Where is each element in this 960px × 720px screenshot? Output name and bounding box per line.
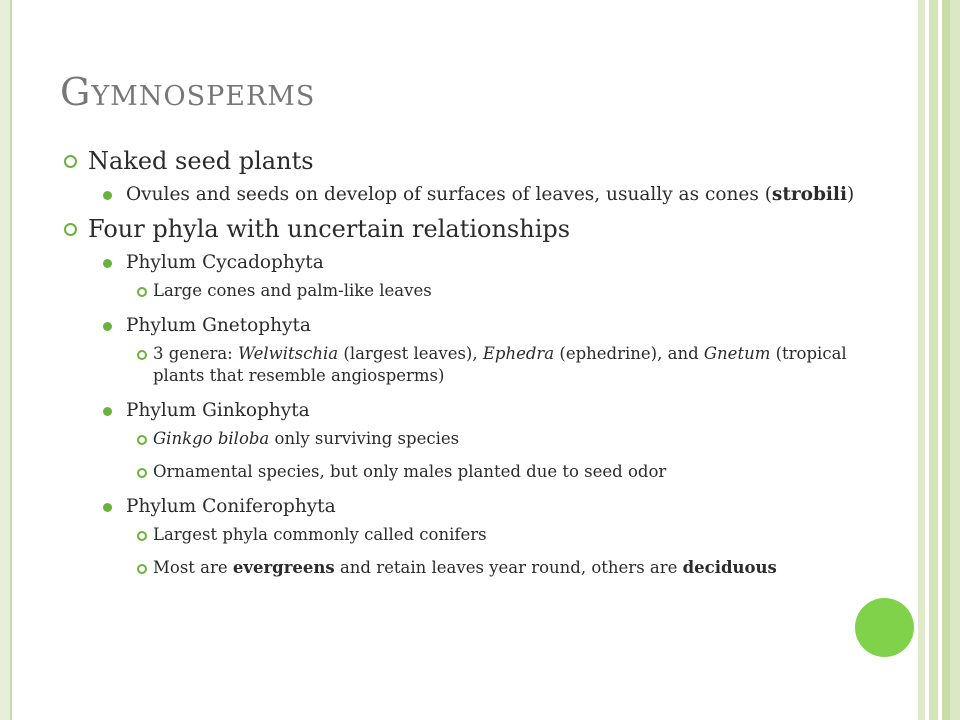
bullet-level2 xyxy=(60,494,900,520)
text-run: (largest leaves), xyxy=(338,344,483,363)
bullet-level3 xyxy=(60,524,900,546)
text-run: deciduous xyxy=(682,558,777,577)
bullet-level2 xyxy=(60,250,900,276)
text-run: Ephedra xyxy=(482,344,555,363)
text-run: Welwitschia xyxy=(238,344,339,363)
text-run: Ornamental species, but only males planted due to seed odor xyxy=(153,462,667,481)
text-run: Largest phyla commonly called conifers xyxy=(153,525,487,544)
text-run: (tropical plants that resemble angiosperms) xyxy=(153,344,847,385)
text-run: 3 genera: xyxy=(153,344,238,363)
ring-bullet-icon xyxy=(137,531,147,541)
slide-title: Gymnosperms xyxy=(60,70,316,114)
text-run: Phylum Gnetophyta xyxy=(126,315,311,336)
frame-stripe xyxy=(950,0,960,720)
ring-bullet-icon xyxy=(137,287,147,297)
bullet-level3 xyxy=(60,280,900,302)
text-run: Most are xyxy=(153,558,233,577)
slide-body xyxy=(60,140,900,590)
text-run: only surviving species xyxy=(269,429,460,448)
text-run: Phylum Ginkophyta xyxy=(126,400,310,421)
ring-bullet-icon xyxy=(137,468,147,478)
ring-bullet-icon xyxy=(137,435,147,445)
circle-bullet-icon xyxy=(64,155,77,168)
dot-bullet-icon xyxy=(103,191,112,200)
text-run: and retain leaves year round, others are xyxy=(334,558,683,577)
bullet-text: Four phyla with uncertain relationships xyxy=(88,215,571,243)
text-run: Gnetum xyxy=(703,344,771,363)
bullet-text: Naked seed plants xyxy=(88,147,314,175)
ring-bullet-icon xyxy=(137,564,147,574)
text-run: Large cones and palm-like leaves xyxy=(153,281,432,300)
frame-stripe xyxy=(918,0,925,720)
right-frame-border xyxy=(918,0,960,720)
bullet-level2 xyxy=(60,398,900,424)
frame-stripe xyxy=(942,0,950,720)
dot-bullet-icon xyxy=(103,407,112,416)
bullet-level1 xyxy=(60,214,900,244)
text-run: Phylum Coniferophyta xyxy=(126,496,336,517)
ring-bullet-icon xyxy=(137,350,147,360)
bullet-level3 xyxy=(60,343,900,387)
text-run: Ginkgo biloba xyxy=(153,429,270,448)
dot-bullet-icon xyxy=(103,259,112,268)
bullet-level1 xyxy=(60,146,900,176)
text-run: ) xyxy=(847,184,855,205)
text-run: strobili xyxy=(771,184,847,205)
decorative-green-circle xyxy=(855,598,914,657)
text-run: evergreens xyxy=(232,558,335,577)
frame-stripe xyxy=(929,0,938,720)
dot-bullet-icon xyxy=(103,322,112,331)
left-frame-border xyxy=(0,0,12,720)
dot-bullet-icon xyxy=(103,503,112,512)
bullet-level3 xyxy=(60,428,900,450)
bullet-level2 xyxy=(60,313,900,339)
bullet-level3 xyxy=(60,557,900,579)
text-run: Ovules and seeds on develop of surfaces of leaves, usually as cones ( xyxy=(126,184,772,205)
text-run: Phylum Cycadophyta xyxy=(126,252,324,273)
bullet-level3 xyxy=(60,461,900,483)
circle-bullet-icon xyxy=(64,223,77,236)
bullet-level2 xyxy=(60,182,900,208)
text-run: (ephedrine), and xyxy=(554,344,704,363)
